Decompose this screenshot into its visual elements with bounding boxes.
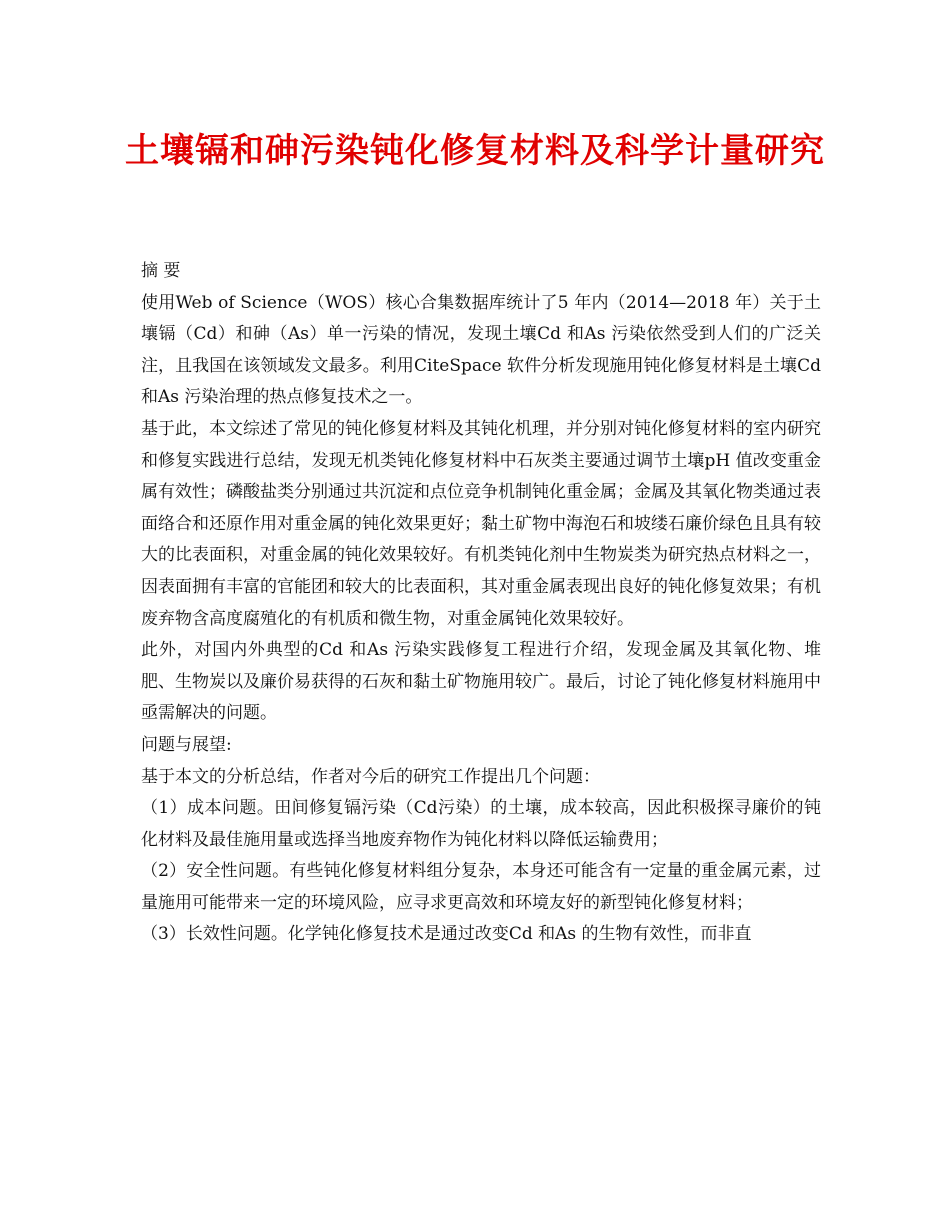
document-body (141, 256, 821, 951)
issue-safety: （2）安全性问题。有些钝化修复材料组分复杂，本身还可能含有一定量的重金属元素，过量施用可能带来一定的环境风险，应寻求更高效和环境友好的新型钝化修复材料； (141, 861, 821, 913)
abstract-paragraph-1: 使用Web of Science（WOS）核心合集数据库统计了5 年内（2014—2018 年）关于土壤镉（Cd）和砷（As）单一污染的情况，发现土壤Cd 和As 污染依然受到人们的广泛关注，且我国在该领域发文最多。利用CiteSpace 软件分析发现施用钝化修复材料是土壤Cd 和As 污染治理的热点修复技术之一。 (141, 292, 821, 408)
outlook-heading: 问题与展望: (141, 734, 232, 755)
abstract-paragraph-2: 基于此，本文综述了常见的钝化修复材料及其钝化机理，并分别对钝化修复材料的室内研究和修复实践进行总结，发现无机类钝化修复材料中石灰类主要通过调节土壤pH 值改变重金属有效性；磷酸盐类分别通过共沉淀和点位竞争机制钝化重金属；金属及其氧化物类通过表面络合和还原作用对重金属的钝化效果更好；黏土矿物中海泡石和坡缕石廉价绿色且具有较大的比表面积，对重金属的钝化效果较好。有机类钝化剂中生物炭类为研究热点材料之一，因表面拥有丰富的官能团和较大的比表面积，其对重金属表现出良好的钝化修复效果；有机废弃物含高度腐殖化的有机质和微生物，对重金属钝化效果较好。 (141, 418, 821, 629)
document-title: 土壤镉和砷污染钝化修复材料及科学计量研究 (125, 131, 825, 171)
abstract-heading: 摘 要 (141, 261, 181, 281)
outlook-intro: 基于本文的分析总结，作者对今后的研究工作提出几个问题： (141, 766, 600, 787)
issue-cost: （1）成本问题。田间修复镉污染（Cd污染）的土壤，成本较高，因此积极探寻廉价的钝化材料及最佳施用量或选择当地废弃物作为钝化材料以降低运输费用； (141, 798, 821, 850)
issue-longevity: （3）长效性问题。化学钝化修复技术是通过改变Cd 和As 的生物有效性，而非直 (141, 924, 752, 945)
abstract-paragraph-3: 此外，对国内外典型的Cd 和As 污染实践修复工程进行介绍，发现金属及其氧化物、堆肥、生物炭以及廉价易获得的石灰和黏土矿物施用较广。最后，讨论了钝化修复材料施用中亟需解决的问题。 (141, 640, 821, 724)
